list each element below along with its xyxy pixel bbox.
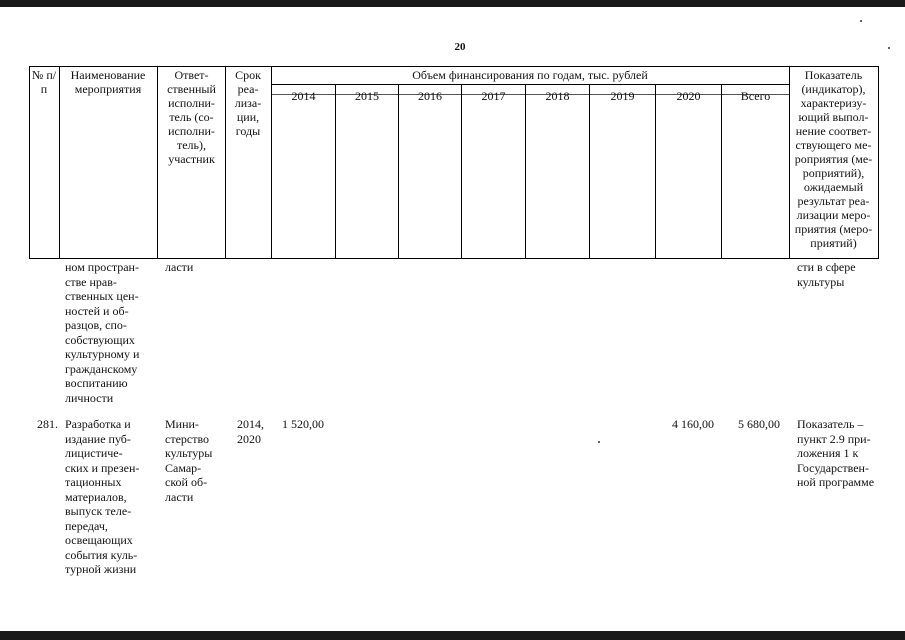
scan-speck (860, 20, 862, 22)
header-year-2019: 2019 (610, 89, 635, 103)
scan-top-border (0, 0, 905, 7)
header-year-2016: 2016 (418, 89, 442, 103)
header-responsible: Ответ-ственный исполни-тель (со-исполни-тель), участник (167, 68, 216, 166)
scan-bottom-border (0, 631, 905, 640)
row-value-2020: 4 160,00 (672, 417, 714, 431)
row-name: Разработка и издание пуб- лицистиче- ских и презен- тационных материалов, выпуск теле- передач, освещающих события куль- турной жизни (65, 417, 140, 576)
continuation-indicator: сти в сфере культуры (797, 260, 856, 289)
header-financing: Объем финансирования по годам, тыс. рублей (412, 68, 648, 82)
row-responsible: Мини- стерство культуры Самар- ской об- ласти (165, 417, 213, 504)
page-number: 20 (454, 41, 466, 53)
continuation-responsible: ласти (165, 260, 194, 274)
row-number: 281. (37, 417, 58, 431)
scan-speck (598, 441, 600, 443)
header-year-2018: 2018 (545, 89, 570, 103)
header-year-2017: 2017 (481, 89, 506, 103)
row-indicator: Показатель – пункт 2.9 при- ложения 1 к Государствен- ной программе (797, 417, 875, 489)
header-year-2015: 2015 (355, 89, 379, 103)
header-total: Всего (740, 89, 771, 103)
header-year-2014: 2014 (291, 89, 316, 103)
header-year-2020: 2020 (676, 89, 701, 103)
row-value-2014: 1 520,00 (282, 417, 324, 431)
row-value-total: 5 680,00 (738, 417, 780, 431)
header-indicator: Показатель (индикатор), характеризу-ющий выпол-нение соответ-ствующего ме-роприятия (ме-роприятий), ожидаемый результат реа-лизации меро-приятия (меро-приятий) (794, 68, 873, 250)
continuation-name: ном простран- стве нрав- ственных цен- ностей и об- разцов, спо- собствующих культурному и гражданскому воспитанию личности (65, 260, 140, 405)
scan-speck (888, 47, 890, 49)
header-name: Наименование мероприятия (70, 68, 146, 96)
row-term: 2014, 2020 (237, 417, 264, 446)
header-num: № п/п (31, 68, 57, 96)
header-term: Срок реа-лиза-ции, годы (234, 68, 262, 138)
